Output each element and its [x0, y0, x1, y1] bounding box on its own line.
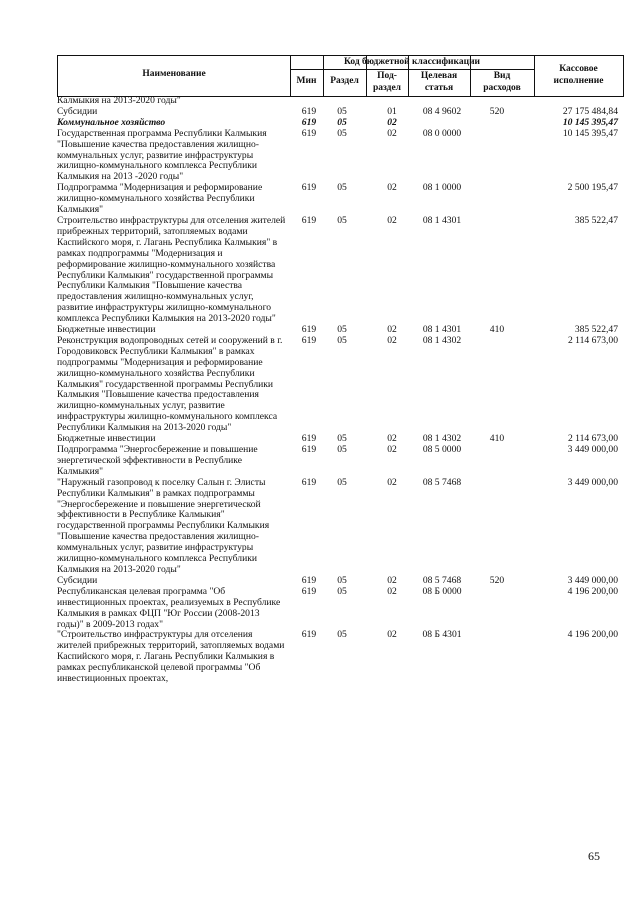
row-razdel: 05: [337, 182, 347, 194]
row-razdel: 05: [337, 574, 347, 586]
row-celevaya: 08 5 0000: [422, 444, 462, 455]
page-number: 65: [588, 849, 600, 863]
row-celevaya: 08 0 0000: [422, 127, 462, 139]
row-min: 619: [301, 324, 317, 336]
row-razdel: 05: [337, 105, 347, 117]
row-razdel: 05: [337, 433, 347, 445]
row-sum: 2 500 195,47: [567, 182, 618, 194]
header-podrazdel-1: Под-: [377, 71, 397, 81]
row-podrazdel: 02: [387, 116, 397, 128]
row-podrazdel: 02: [387, 444, 397, 455]
row-name: Республиканская целевая программа "Об инвестиционных проектах, реализуемых в Республике Калмыкия в рамках ФЦП "Юг России (2008-2013 годы)" в 2009-2013 годах": [57, 585, 281, 630]
row-podrazdel: 02: [387, 476, 397, 488]
row-min: 619: [301, 444, 317, 455]
row-min: 619: [301, 334, 317, 346]
row-celevaya: 08 Б 0000: [422, 585, 462, 597]
row-podrazdel: 02: [387, 127, 397, 139]
row-name: Калмыкия на 2013-2020 годы": [57, 95, 181, 106]
row-vid: 520: [489, 574, 505, 586]
row-name: Подпрограмма "Энергосбережение и повышение энергетической эффективности в Республике Калмыкия": [57, 444, 258, 477]
row-sum: 2 114 673,00: [567, 433, 618, 445]
header-name: Наименование: [142, 69, 206, 79]
header-vid-1: Вид: [493, 71, 511, 81]
row-celevaya: 08 4 9602: [422, 105, 462, 117]
row-podrazdel: 02: [387, 214, 397, 226]
row-celevaya: 08 Б 4301: [422, 629, 462, 641]
header-razdel: Раздел: [330, 76, 359, 86]
row-name: Подпрограмма "Модернизация и реформирование жилищно-коммунального хозяйства Республики Калмыкия": [57, 182, 263, 216]
row-celevaya: 08 1 4302: [422, 334, 462, 346]
row-name: Реконструкция водопроводных сетей и сооружений в г. Городовиковск Республики Калмыкия" в рамках подпрограммы "Модернизация и реформирование жилищно-коммунального хозяйства Республики Калмыкия" государственной программы Республики Калмыкия "Повышение качества предоставления жилищно-коммунальных услуг, развитие инфраструктуры жилищно-коммунального комплекса Республики Калмыкия на 2013-2020 годы": [57, 334, 283, 434]
row-podrazdel: 02: [387, 574, 397, 586]
row-min: 619: [301, 629, 317, 641]
row-min: 619: [301, 476, 317, 488]
row-podrazdel: 02: [387, 334, 397, 346]
row-razdel: 05: [337, 629, 347, 641]
row-name: Бюджетные инвестиции: [57, 433, 156, 445]
row-celevaya: 08 1 0000: [422, 182, 462, 194]
table-row: [0, 478, 640, 576]
row-name: Бюджетные инвестиции: [57, 324, 156, 336]
row-razdel: 05: [337, 476, 347, 488]
row-sum: 3 449 000,00: [567, 574, 618, 586]
row-celevaya: 08 1 4301: [422, 324, 462, 336]
table-body: [0, 96, 640, 685]
row-razdel: 05: [337, 127, 347, 139]
row-name: Строительство инфраструктуры для отселения жителей прибрежных территорий, затопляемых водами Каспийского моря, г. Лагань Республика Калмыкия" в рамках подпрограммы "Модернизация и реформирование жилищно-коммунального хозяйства Республики Калмыкия" государственной программы Республики Калмыкия "Повышение качества предоставления жилищно-коммунальных услуг, развитие инфраструктуры жилищно-коммунального комплекса Республики Калмыкия на 2013-2020 годы": [57, 214, 286, 325]
row-vid: 410: [489, 324, 505, 336]
table-row: [0, 129, 640, 184]
row-min: 619: [301, 127, 317, 139]
row-razdel: 05: [337, 324, 347, 336]
row-razdel: 05: [337, 444, 347, 455]
row-name: "Наружный газопровод к поселку Салын г. Элисты Республики Калмыкия" в рамках подпрограммы "Энергосбережение и повышение энергетической эффективности в Республике Калмыкия" государственной программы Республики Калмыкия "Повышение качества предоставления жилищно-коммунальных услуг, развитие инфраструктуры жилищно-коммунального комплекса Республики Калмыкия на 2013-2020 годы": [57, 476, 270, 575]
header-podrazdel-2: раздел: [372, 83, 402, 93]
row-name: "Строительство инфраструктуры для отселения жителей прибрежных территорий, затопляемых водами Каспийского моря, г. Лагань Республики Калмыкия в рамках республиканской целевой программы "Об инвестиционных проектах,: [57, 629, 285, 685]
row-name: Субсидии: [57, 574, 98, 586]
table-row: [0, 216, 640, 325]
row-sum: 385 522,47: [574, 214, 618, 226]
row-min: 619: [301, 585, 317, 597]
table-row: [0, 183, 640, 216]
header-kassovoe-2: исполнение: [553, 76, 604, 86]
row-min: 619: [301, 574, 317, 586]
header-group-line: [290, 69, 534, 70]
row-vid: 520: [489, 105, 505, 117]
header-celevaya-2: статья: [424, 83, 454, 93]
row-sum: 3 449 000,00: [567, 444, 618, 455]
table-header: [57, 55, 624, 97]
table-row: [0, 445, 640, 478]
row-sum: 385 522,47: [574, 324, 618, 336]
row-name: Субсидии: [57, 105, 98, 117]
row-name: Коммунальное хозяйство: [57, 116, 166, 128]
row-vid: 410: [489, 433, 505, 445]
row-podrazdel: 02: [387, 324, 397, 336]
row-min: 619: [301, 105, 317, 117]
header-celevaya-1: Целевая: [420, 71, 458, 81]
row-sum: 27 175 484,84: [562, 105, 618, 117]
row-podrazdel: 02: [387, 182, 397, 194]
row-celevaya: 08 1 4302: [422, 433, 462, 445]
table-row: [0, 630, 640, 685]
row-razdel: 05: [337, 334, 347, 346]
header-kassovoe-1: Кассовое: [559, 64, 598, 74]
row-min: 619: [301, 214, 317, 226]
row-min: 619: [301, 116, 317, 128]
row-podrazdel: 02: [387, 585, 397, 597]
row-min: 619: [301, 433, 317, 445]
row-razdel: 05: [337, 116, 347, 128]
row-podrazdel: 02: [387, 629, 397, 641]
table-row: [0, 587, 640, 631]
row-razdel: 05: [337, 214, 347, 226]
header-code-group: Код бюджетной классификации: [343, 57, 481, 67]
row-sum: 2 114 673,00: [567, 334, 618, 346]
row-celevaya: 08 5 7468: [422, 476, 462, 488]
row-sum: 4 196 200,00: [567, 585, 618, 597]
row-sum: 10 145 395,47: [562, 116, 618, 128]
row-name: Государственная программа Республики Калмыкия "Повышение качества предоставления жилищно-коммунальных услуг, развитие инфраструктуры жилищно-коммунального комплекса Республики Калмыкия на 2013 -2020 годы": [57, 127, 267, 183]
row-podrazdel: 01: [387, 105, 397, 117]
row-sum: 10 145 395,47: [562, 127, 618, 139]
row-celevaya: 08 1 4301: [422, 214, 462, 226]
header-vid-2: расходов: [483, 83, 521, 93]
row-sum: 3 449 000,00: [567, 476, 618, 488]
row-min: 619: [301, 182, 317, 194]
table-row: [0, 336, 640, 434]
row-celevaya: 08 5 7468: [422, 574, 462, 586]
header-min: Мин: [296, 76, 317, 86]
row-razdel: 05: [337, 585, 347, 597]
row-podrazdel: 02: [387, 433, 397, 445]
row-sum: 4 196 200,00: [567, 629, 618, 641]
